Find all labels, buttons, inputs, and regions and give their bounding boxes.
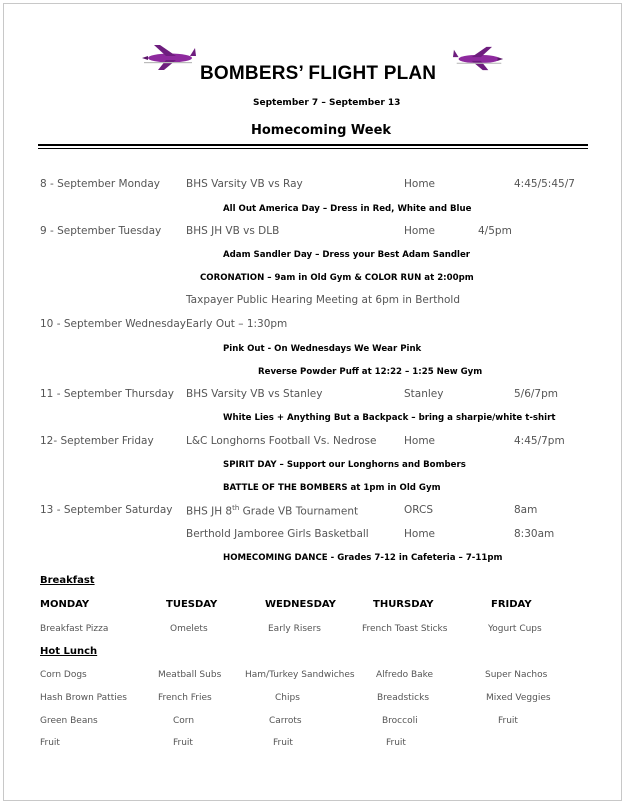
schedule-location: Home <box>404 225 436 237</box>
schedule-note: CORONATION – 9am in Old Gym & COLOR RUN at 2:00pm <box>200 273 474 283</box>
schedule-day: 8 - September Monday <box>40 178 160 190</box>
schedule-event: Early Out – 1:30pm <box>186 318 288 330</box>
schedule-event <box>186 504 358 518</box>
schedule-location: Home <box>404 178 436 190</box>
schedule-time: 5/6/7pm <box>514 388 559 400</box>
lunch-item: Fruit <box>386 738 406 748</box>
day-header: WEDNESDAY <box>265 599 336 610</box>
schedule-location: Home <box>404 435 436 447</box>
ordinal-suffix: th <box>232 504 240 512</box>
schedule-event: L&C Longhorns Football Vs. Nedrose <box>186 435 377 447</box>
schedule-event: BHS Varsity VB vs Stanley <box>186 388 323 400</box>
schedule-note: White Lies + Anything But a Backpack – bring a sharpie/white t-shirt <box>223 413 556 423</box>
schedule-note: All Out America Day – Dress in Red, White and Blue <box>223 204 472 214</box>
schedule-event: BHS JH VB vs DLB <box>186 225 280 237</box>
schedule-day: 11 - September Thursday <box>40 388 175 400</box>
page-title: BOMBERS’ FLIGHT PLAN <box>200 63 437 84</box>
lunch-item: Green Beans <box>40 716 98 726</box>
header-divider-top <box>38 144 588 146</box>
lunch-item: Broccoli <box>382 716 418 726</box>
schedule-event-part: Grade VB Tournament <box>239 505 359 518</box>
schedule-time: 8:30am <box>514 528 555 540</box>
schedule-day: 13 - September Saturday <box>40 504 173 516</box>
lunch-item: Fruit <box>498 716 518 726</box>
lunch-item: Breadsticks <box>377 693 430 703</box>
breakfast-item: Yogurt Cups <box>488 624 542 634</box>
lunch-item: Alfredo Bake <box>376 670 434 680</box>
schedule-location: Stanley <box>404 388 444 400</box>
lunch-item: Fruit <box>40 738 60 748</box>
schedule-note: BATTLE OF THE BOMBERS at 1pm in Old Gym <box>223 483 441 493</box>
schedule-day: 10 - September Wednesday <box>40 318 186 330</box>
week-name: Homecoming Week <box>251 123 392 138</box>
schedule-day: 9 - September Tuesday <box>40 225 162 237</box>
lunch-item: Carrots <box>269 716 302 726</box>
schedule-time: 4:45/5:45/7 <box>514 178 575 190</box>
lunch-item: Ham/Turkey Sandwiches <box>245 670 355 680</box>
schedule-event-part: BHS JH 8 <box>186 505 233 518</box>
breakfast-item: Early Risers <box>268 624 321 634</box>
airplane-icon-left <box>140 44 196 72</box>
schedule-location: ORCS <box>404 504 434 516</box>
lunch-item: Hash Brown Patties <box>40 693 127 703</box>
schedule-location: Home <box>404 528 436 540</box>
schedule-day: 12- September Friday <box>40 435 154 447</box>
schedule-time: 4:45/7pm <box>514 435 565 447</box>
schedule-note: Reverse Powder Puff at 12:22 – 1:25 New Gym <box>258 367 483 377</box>
lunch-item: Super Nachos <box>485 670 548 680</box>
lunch-item: Chips <box>275 693 300 703</box>
day-header: FRIDAY <box>491 599 532 610</box>
breakfast-item: French Toast Sticks <box>362 624 448 634</box>
schedule-time: 4/5pm <box>478 225 512 237</box>
hot-lunch-heading: Hot Lunch <box>40 646 98 657</box>
header-divider-bottom <box>38 148 588 149</box>
lunch-item: Corn Dogs <box>40 670 87 680</box>
schedule-time: 8am <box>514 504 538 516</box>
schedule-note: HOMECOMING DANCE - Grades 7-12 in Cafeteria – 7-11pm <box>223 553 503 563</box>
lunch-item: Fruit <box>273 738 293 748</box>
lunch-item: Corn <box>173 716 195 726</box>
schedule-event: Taxpayer Public Hearing Meeting at 6pm in Berthold <box>186 294 460 306</box>
breakfast-item: Breakfast Pizza <box>40 624 109 634</box>
lunch-item: Meatball Subs <box>158 670 222 680</box>
lunch-item: French Fries <box>158 693 212 703</box>
schedule-event: Berthold Jamboree Girls Basketball <box>186 528 369 540</box>
date-range: September 7 – September 13 <box>253 98 401 108</box>
airplane-icon-right <box>452 46 506 72</box>
lunch-item: Fruit <box>173 738 193 748</box>
day-header: THURSDAY <box>373 599 434 610</box>
breakfast-heading: Breakfast <box>40 575 95 586</box>
schedule-note: Adam Sandler Day – Dress your Best Adam Sandler <box>223 250 471 260</box>
schedule-note: Pink Out - On Wednesdays We Wear Pink <box>223 344 422 354</box>
lunch-item: Mixed Veggies <box>486 693 551 703</box>
schedule-note: SPIRIT DAY – Support our Longhorns and Bombers <box>223 460 466 470</box>
day-header: MONDAY <box>40 599 90 610</box>
breakfast-item: Omelets <box>170 624 208 634</box>
day-header: TUESDAY <box>166 599 218 610</box>
schedule-event: BHS Varsity VB vs Ray <box>186 178 303 190</box>
